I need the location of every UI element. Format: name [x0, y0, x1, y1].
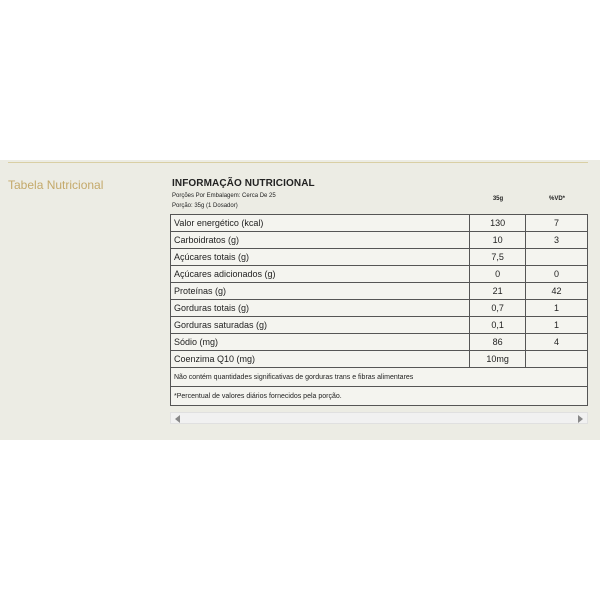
- table-row: [171, 215, 588, 232]
- nutrient-label: Proteínas (g): [171, 283, 470, 300]
- nutrient-label: Gorduras totais (g): [171, 300, 470, 317]
- section-divider: [8, 162, 588, 163]
- table-note-row: [171, 387, 588, 406]
- nutrient-daily-value: [526, 249, 588, 266]
- table-row: [171, 317, 588, 334]
- table-row: [171, 334, 588, 351]
- nutrient-amount: 86: [470, 334, 526, 351]
- nutrition-table-title: INFORMAÇÃO NUTRICIONAL: [172, 178, 315, 189]
- nutrient-label: Açúcares totais (g): [171, 249, 470, 266]
- nutrient-label: Valor energético (kcal): [171, 215, 470, 232]
- horizontal-scrollbar[interactable]: [170, 412, 588, 424]
- column-header-amount: 35g: [492, 196, 504, 202]
- nutrient-amount: 7,5: [470, 249, 526, 266]
- table-row: [171, 232, 588, 249]
- nutrient-amount: 10mg: [470, 351, 526, 368]
- section-title: Tabela Nutricional: [8, 178, 104, 192]
- nutrient-daily-value: 42: [526, 283, 588, 300]
- serving-size: Porção: 35g (1 Dosador): [172, 203, 238, 209]
- scroll-left-arrow-icon[interactable]: [175, 415, 180, 423]
- table-note-daily-value: *Percentual de valores diários fornecidos pela porção.: [171, 387, 588, 406]
- nutrient-daily-value: 1: [526, 317, 588, 334]
- table-row: [171, 283, 588, 300]
- servings-per-package: Porções Por Embalagem: Cerca De 25: [172, 193, 276, 199]
- nutrition-table: [170, 214, 588, 406]
- column-header-daily-value: %VD*: [548, 196, 565, 202]
- nutrient-label: Sódio (mg): [171, 334, 470, 351]
- nutrient-amount: 21: [470, 283, 526, 300]
- table-row: [171, 351, 588, 368]
- nutrient-amount: 130: [470, 215, 526, 232]
- table-note-row: [171, 368, 588, 387]
- nutrient-label: Açúcares adicionados (g): [171, 266, 470, 283]
- nutrient-label: Carboidratos (g): [171, 232, 470, 249]
- nutrient-amount: 0: [470, 266, 526, 283]
- table-row: [171, 249, 588, 266]
- nutrient-daily-value: 3: [526, 232, 588, 249]
- nutrient-daily-value: 4: [526, 334, 588, 351]
- nutrient-label: Coenzima Q10 (mg): [171, 351, 470, 368]
- table-note-trans-fat: Não contém quantidades significativas de gorduras trans e fibras alimentares: [171, 368, 588, 387]
- nutrient-amount: 10: [470, 232, 526, 249]
- nutrient-label: Gorduras saturadas (g): [171, 317, 470, 334]
- nutrient-amount: 0,1: [470, 317, 526, 334]
- scroll-right-arrow-icon[interactable]: [578, 415, 583, 423]
- table-row: [171, 300, 588, 317]
- nutrient-daily-value: 7: [526, 215, 588, 232]
- nutrient-daily-value: [526, 351, 588, 368]
- table-row: [171, 266, 588, 283]
- nutrient-daily-value: 1: [526, 300, 588, 317]
- nutrient-daily-value: 0: [526, 266, 588, 283]
- nutrient-amount: 0,7: [470, 300, 526, 317]
